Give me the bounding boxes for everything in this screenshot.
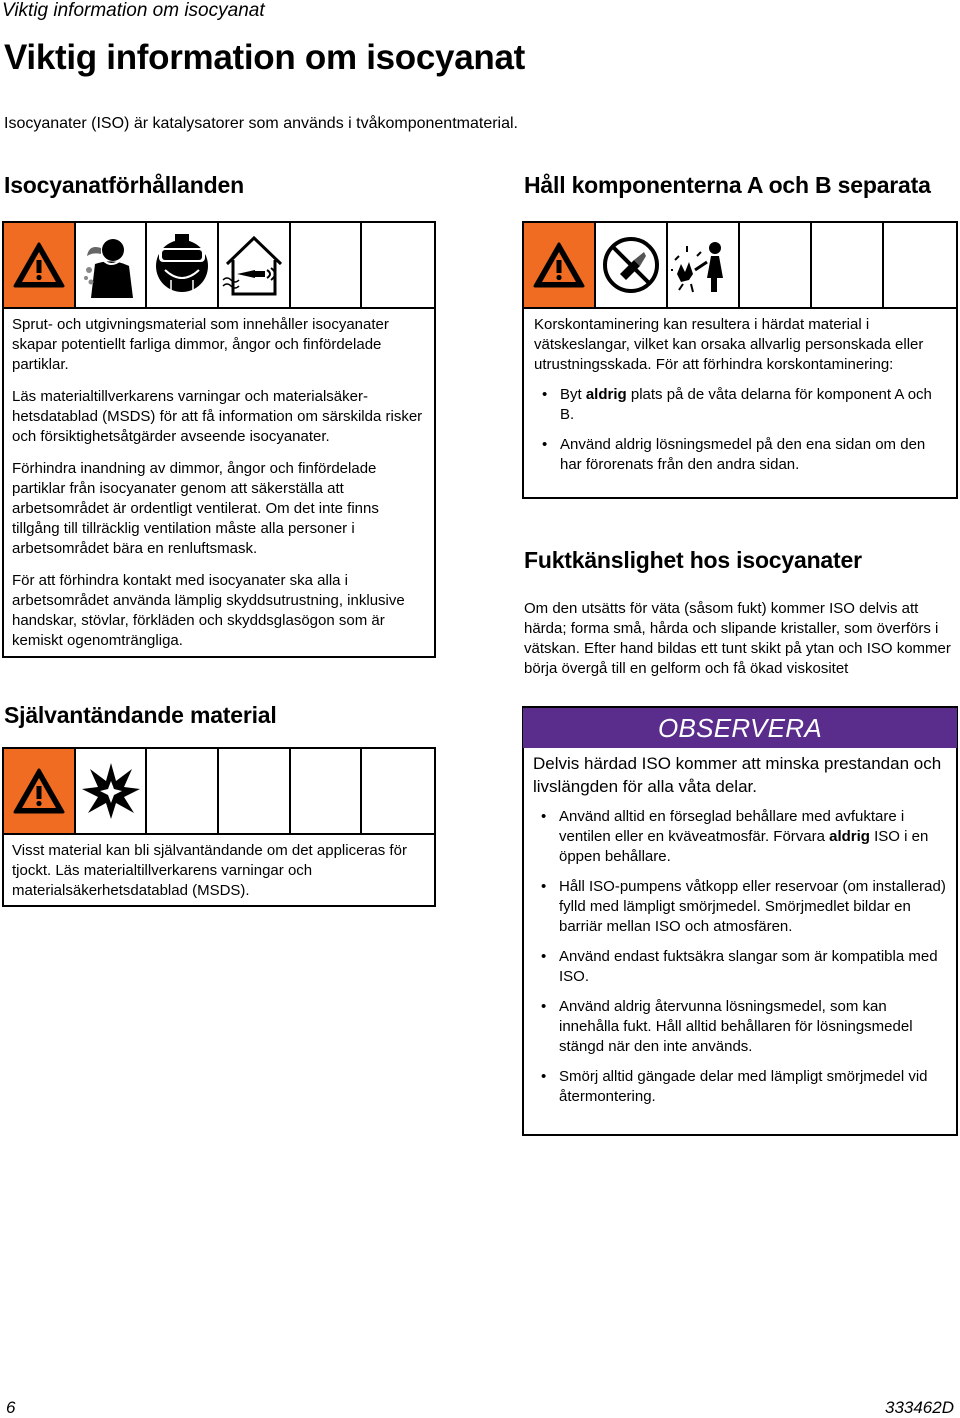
list-item: • Håll ISO-pumpens våtkopp eller reservoar (om installerad) fylld med lämpligt smörjmedel. Smörjmedlet bildar en barriär mellan ISO och atmosfären. [533, 877, 949, 937]
isocyanate-warning-box [2, 221, 436, 658]
list-item: • Använd alltid en förseglad behållare med avfuktare i ventilen eller en kväveatmosfär. Förvara aldrig ISO i en öppen behållare. [533, 807, 949, 867]
empty-cell [147, 749, 219, 833]
warning-triangle-icon [524, 223, 596, 307]
isocyanate-text [12, 315, 426, 663]
separate-text-box [522, 307, 958, 499]
empty-cell [812, 223, 884, 307]
empty-cell [362, 223, 434, 307]
self-igniting-text: Visst material kan bli självantändande om det appliceras för tjockt. Läs materialtillverkarens varningar och materialsäkerhetsdatablad (MSDS). [12, 842, 407, 899]
moisture-text: Om den utsätts för väta (såsom fukt) kommer ISO delvis att härda; forma små, hårda och slipande kristaller, som överförs i vätskan. Efter hand bildas ett tunt skikt på ytan och ISO kommer börja övergå till en gelform och få ökad viskositet [524, 600, 951, 677]
list-item: • Använd aldrig lösningsmedel på den ena sidan om den har förorenats från den andra sidan. [534, 435, 946, 475]
paragraph: Korskontaminering kan resultera i härdat material i vätskeslangar, vilket kan orsaka allvarlig personskada eller utrustningsskada. För att förhindra korskontaminering: [534, 316, 924, 373]
face-shield-icon [147, 223, 219, 307]
empty-cell [291, 749, 363, 833]
heading-isocyanate-conditions: Isocyanatförhållanden [4, 172, 244, 198]
icon-row [4, 749, 434, 835]
separate-bullets [534, 385, 946, 475]
empty-cell [884, 223, 956, 307]
warning-triangle-icon [4, 749, 76, 833]
notice-label: OBSERVERA [523, 708, 957, 748]
paragraph: För att förhindra kontakt med isocyanater ska alla i arbetsområdet använda lämplig skyddsutrustning, inklusive handskar, stövlar, förkläden och skyddsglasögon som är kemiskt ogenomträngliga. [12, 572, 405, 649]
intro-text: Isocyanater (ISO) är katalysatorer som används i tvåkomponentmaterial. [4, 115, 518, 132]
separate-text [534, 315, 946, 475]
explosion-icon [76, 749, 148, 833]
empty-cell [291, 223, 363, 307]
respirator-person-icon [76, 223, 148, 307]
icon-row [524, 223, 956, 309]
empty-cell [740, 223, 812, 307]
running-header: Viktig information om isocyanat [2, 0, 265, 21]
notice-text [533, 797, 949, 1107]
list-item: • Smörj alltid gängade delar med lämpligt smörjmedel vid återmontering. [533, 1067, 949, 1107]
paragraph: Läs materialtillverkarens varningar och materialsäkerhetsdatablad (MSDS) för att få information om särskilda risker och försiktighetsåtgärder avseende isocyanater. [12, 388, 423, 445]
warning-triangle-icon [4, 223, 76, 307]
self-igniting-warning-box [2, 747, 436, 907]
notice-bullets [533, 807, 949, 1107]
list-item: • Använd endast fuktsäkra slangar som är kompatibla med ISO. [533, 947, 949, 987]
document-id: 333462D [884, 1398, 954, 1417]
list-item: • Byt aldrig plats på de våta delarna för komponent A och B. [534, 385, 946, 425]
empty-cell [219, 749, 291, 833]
heading-moisture-sensitivity: Fuktkänslighet hos isocyanater [524, 547, 862, 573]
heading-self-igniting: Självantändande material [4, 702, 277, 728]
notice-lead: Delvis härdad ISO kommer att minska prestandan och livslängden för alla våta delar. [533, 754, 942, 796]
ventilated-house-icon [219, 223, 291, 307]
no-mixing-icon [596, 223, 668, 307]
paragraph: Förhindra inandning av dimmor, ångor och finfördelade partiklar från isocyanater genom att säkerställa att arbetsområdet är ordentligt ventilerat. Om det inte finns tillgång till tillräcklig ventilation måste alla personer i arbetsområdet bära en renluftsmask. [12, 460, 379, 557]
icon-row [4, 223, 434, 309]
list-item: • Använd aldrig återvunna lösningsmedel, som kan innehålla fukt. Håll alltid behållaren för lösningsmedel stängd när den inte används. [533, 997, 949, 1057]
heading-keep-separate: Håll komponenterna A och B separata [524, 172, 931, 198]
separate-icon-box [522, 221, 958, 309]
paragraph: Sprut- och utgivningsmaterial som innehåller isocyanater skapar potentiellt farliga dimmor, ångor och finfördelade partiklar. [12, 316, 389, 373]
page-number: 6 [6, 1398, 16, 1417]
page-title: Viktig information om isocyanat [4, 38, 525, 77]
chemical-reaction-icon [668, 223, 740, 307]
empty-cell [362, 749, 434, 833]
